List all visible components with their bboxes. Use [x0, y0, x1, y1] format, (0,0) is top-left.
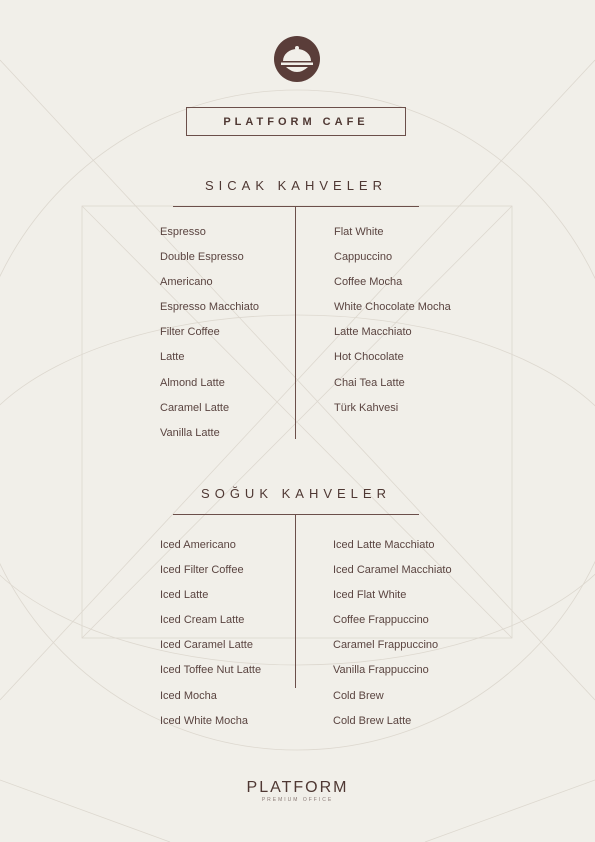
cold-coffees-title: SOĞUK KAHVELER — [201, 486, 391, 501]
menu-item: Iced Latte — [160, 589, 209, 602]
menu-item: Cold Brew — [333, 689, 384, 702]
menu-item: Iced Caramel Latte — [160, 639, 253, 652]
menu-item: Cold Brew Latte — [333, 714, 412, 727]
cloche-icon — [274, 36, 320, 82]
menu-item: Iced Caramel Macchiato — [333, 564, 452, 577]
menu-item: Iced Mocha — [160, 689, 217, 702]
footer-brand-logo: PLATFORM — [246, 779, 349, 796]
menu-item: Espresso — [160, 226, 206, 238]
menu-item: Iced Toffee Nut Latte — [160, 664, 262, 677]
menu-item: Latte — [160, 351, 185, 364]
cold-coffees-rule — [173, 514, 419, 515]
menu-item: Chai Tea Latte — [334, 376, 405, 389]
menu-item: Iced Flat White — [333, 589, 407, 602]
menu-item: Coffee Mocha — [334, 276, 403, 289]
menu-item: Cappuccino — [334, 251, 393, 264]
menu-item: Hot Chocolate — [334, 351, 404, 364]
cold-coffees-right-list — [333, 533, 452, 734]
menu-item: Americano — [160, 276, 213, 289]
hot-coffees-divider — [295, 206, 296, 439]
hot-coffees-title: SICAK KAHVELER — [205, 178, 387, 193]
hot-coffees-rule — [173, 206, 419, 207]
menu-item: Caramel Latte — [160, 401, 230, 414]
hot-coffees-right-list — [334, 220, 451, 421]
menu-item: Espresso Macchiato — [160, 301, 260, 314]
cold-coffees-left-list — [160, 533, 261, 734]
menu-item: Caramel Frappuccino — [333, 639, 439, 652]
menu-item: Iced Latte Macchiato — [333, 539, 435, 551]
menu-item: Vanilla Frappuccino — [333, 664, 429, 677]
menu-item: Filter Coffee — [160, 326, 220, 339]
menu-item: Double Espresso — [160, 251, 244, 264]
menu-item: Iced White Mocha — [160, 714, 249, 727]
footer-subtitle: PREMIUM OFFICE — [261, 797, 334, 803]
menu-item: Coffee Frappuccino — [333, 614, 429, 627]
menu-item: Iced Filter Coffee — [160, 564, 244, 577]
hot-coffees-left-list — [160, 220, 259, 446]
menu-item: Flat White — [334, 226, 384, 238]
menu-item: Iced Cream Latte — [160, 614, 245, 627]
menu-item: Almond Latte — [160, 376, 225, 389]
menu-item: Türk Kahvesi — [334, 401, 399, 414]
cafe-title-box — [186, 107, 406, 136]
menu-item: Latte Macchiato — [334, 326, 412, 339]
menu-item: Vanilla Latte — [160, 426, 220, 439]
menu-item: Iced Americano — [160, 539, 236, 551]
cold-coffees-divider — [295, 514, 296, 688]
menu-item: White Chocolate Mocha — [334, 301, 451, 314]
cafe-title: PLATFORM CAFE — [223, 115, 369, 128]
